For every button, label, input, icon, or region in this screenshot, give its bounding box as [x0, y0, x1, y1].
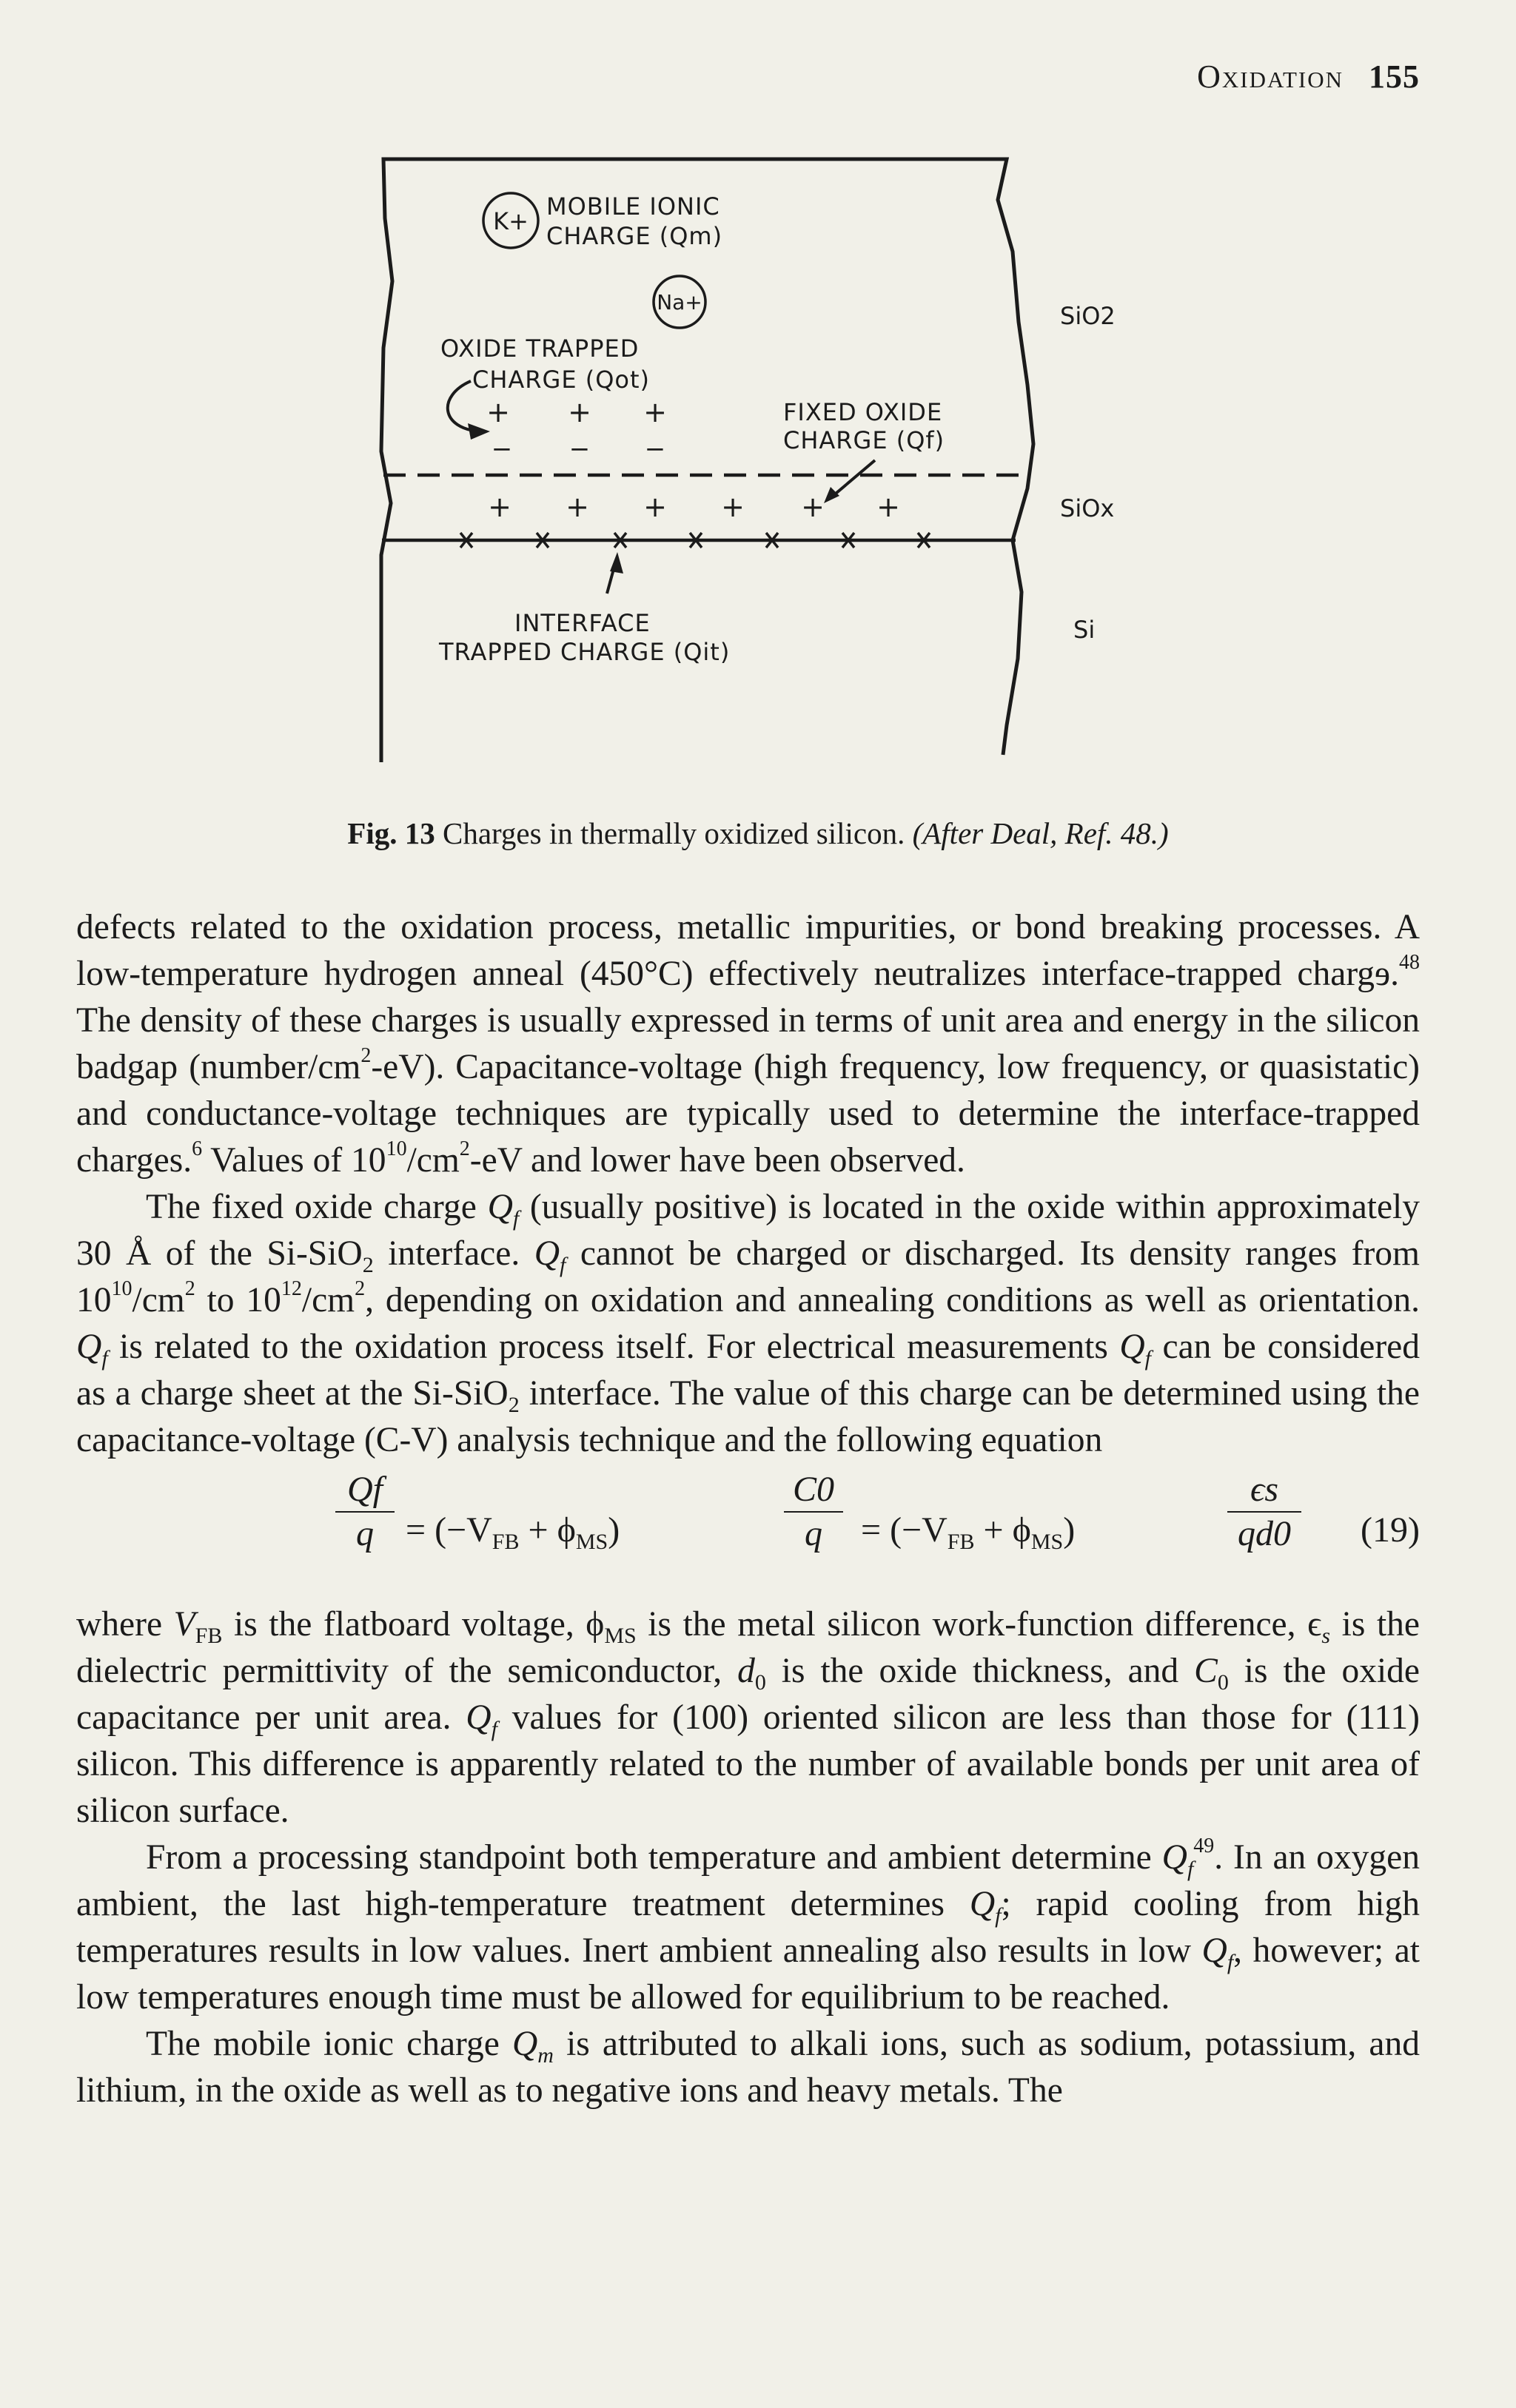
- svg-text:−: −: [644, 434, 666, 464]
- mobile-label-2: CHARGE (Qm): [546, 222, 723, 250]
- svg-text:−: −: [568, 434, 591, 464]
- interface-label-2: TRAPPED CHARGE (Qit): [439, 638, 731, 666]
- na-ion-label: Na+: [657, 290, 702, 315]
- svg-text:+: +: [488, 491, 512, 523]
- svg-text:+: +: [568, 396, 591, 428]
- caption-label: Fig. 13: [347, 816, 435, 850]
- paragraph-3: where $V_{FB}$ is the flatboard voltage, $\phi_{MS}$ is the metal silicon work-function difference, $\epsilon_s$ is the dielectric permittivity of the semiconductor, $d_0$ is the oxide thickness, and $C_0$ is the oxide capacitance per unit area. $Q_f$ values for (100) oriented silicon are less than those for (111) silicon. This difference is apparently related to the number of available bonds per unit area of silicon surface.: [76, 1605, 1420, 1830]
- oxide-plus-charges: [486, 396, 667, 428]
- paragraph-4: From a processing standpoint both temperature and ambient determine $Q_f^{49}$. In an oxygen ambient, the last high-temperature treatment determines $Q_f$; rapid cooling from high temperatures results in low values. Inert ambient annealing also results in low $Q_f$, however; at low temperatures enough time must be allowed for equilibrium to be reached.: [76, 1834, 1421, 2017]
- oxide-trapped-label-1: OXIDE TRAPPED: [440, 334, 640, 363]
- svg-text:+: +: [876, 491, 900, 523]
- equation-number: (19): [1361, 1510, 1420, 1550]
- svg-text:+: +: [566, 491, 589, 523]
- paragraph-1: defects related to the oxidation process, metallic impurities, or bond breaking processes. A low-temperature hydrogen anneal (450°C) effectively neutralizes interface-trapped chargɘ.$^{48}$ The density of these charges is usually expressed in terms of unit area and energy in the silicon badgap $(number/cm^2-eV)$. Capacitance-voltage (high frequency, low frequency, or quasistatic) and conductance-voltage techniques are typically used to determine the interface-trapped charges.$^6$ Values of $10^{10}/cm^2-eV$ and lower have been observed.: [76, 908, 1420, 1180]
- eq-term-2: = $(-V_{FB} + \phi_{MS})$: [861, 1510, 1076, 1554]
- k-ion-label: K+: [493, 207, 529, 235]
- region-si-label: Si: [1073, 616, 1096, 644]
- eq-mid-fraction: C0 q: [784, 1468, 843, 1556]
- figure-caption: [0, 815, 1516, 851]
- paragraph-5: The mobile ionic charge $Q_m$ is attributed to alkali ions, such as sodium, potassium, and lithium, in the oxide as well as to negative ions and heavy metals. The: [76, 2025, 1420, 2110]
- svg-text:+: +: [643, 491, 667, 523]
- svg-text:+: +: [486, 396, 510, 428]
- charge-diagram: [296, 141, 1184, 792]
- interface-label-1: INTERFACE: [514, 609, 651, 637]
- eq-rhs-fraction: ϵs qd0: [1227, 1468, 1301, 1556]
- fixed-oxide-label-2: CHARGE (Qf): [783, 426, 945, 454]
- oxide-minus-charges: [492, 434, 666, 464]
- caption-attribution: (After Deal, Ref. 48.): [912, 816, 1169, 850]
- running-header: [1197, 58, 1420, 95]
- page-number: 155: [1369, 58, 1420, 95]
- svg-text:+: +: [721, 491, 745, 523]
- eq-lhs-fraction: Qf q: [335, 1468, 395, 1556]
- eq-term-1: = $(-V_{FB} + \phi_{MS})$: [406, 1510, 620, 1554]
- fixed-oxide-arrow: [831, 460, 875, 497]
- region-siox-label: SiOx: [1060, 494, 1115, 522]
- equation-19: [76, 1468, 1420, 1594]
- mobile-label-1: MOBILE IONIC: [546, 192, 720, 221]
- svg-text:+: +: [643, 396, 667, 428]
- figure-13: [296, 141, 1184, 792]
- body-text: [76, 904, 1420, 2114]
- region-sio2-label: SiO2: [1060, 302, 1116, 330]
- fixed-oxide-label-1: FIXED OXIDE: [783, 398, 943, 426]
- svg-text:−: −: [491, 434, 513, 464]
- running-title: Oxidation: [1197, 58, 1344, 95]
- oxide-trapped-label-2: CHARGE (Qot): [472, 366, 650, 394]
- paragraph-2: The fixed oxide charge $Q_f$ (usually positive) is located in the oxide within approximately 30 Å of the Si-SiO$_2$ interface. $Q_f$ cannot be charged or discharged. Its density ranges from $10^{10}/cm^2$ to $10^{12}/cm^2$, depending on oxidation and annealing conditions as well as orientation. $Q_f$ is related to the oxidation process itself. For electrical measurements $Q_f$ can be considered as a charge sheet at the Si-SiO$_2$ interface. The value of this charge can be determined using the capacitance-voltage (C-V) analysis technique and the following equation: [76, 1188, 1421, 1459]
- svg-text:+: +: [801, 491, 825, 523]
- caption-text: Charges in thermally oxidized silicon.: [442, 816, 905, 850]
